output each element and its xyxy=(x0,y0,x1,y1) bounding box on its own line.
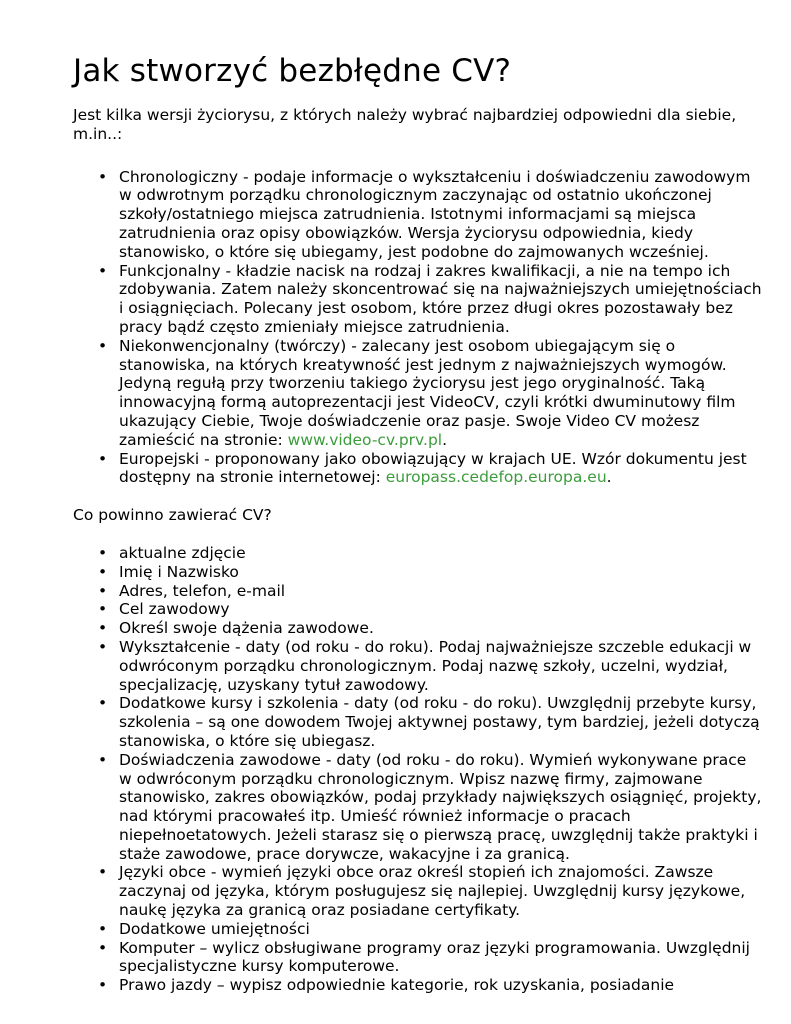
list-item: • Imię i Nazwisko xyxy=(73,563,763,582)
list-item: • Prawo jazdy – wypisz odpowiednie kategorie, rok uzyskania, posiadanie xyxy=(73,976,763,995)
cv-types-list xyxy=(73,168,763,488)
list-item-european: • Europejski - proponowany jako obowiązujący w krajach UE. Wzór dokumentu jest dostępny na stronie internetowej: europass.cedefop.europa.eu. xyxy=(73,450,763,488)
section-question: Co powinno zawierać CV? xyxy=(73,506,272,525)
document-body xyxy=(73,106,763,995)
list-item: • Dodatkowe umiejętności xyxy=(73,920,763,939)
list-item: • Adres, telefon, e-mail xyxy=(73,582,763,601)
cv-contents-list xyxy=(73,544,763,995)
video-cv-link[interactable]: www.video-cv.prv.pl xyxy=(287,430,443,449)
list-item: • Wykształcenie - daty (od roku - do roku). Podaj najważniejsze szczeble edukacji w odwróconym porządku chronologicznym. Podaj nazwę szkoły, uczelni, wydział, specjalizację, uzyskany tytuł zawodowy. xyxy=(73,638,763,694)
list-item-functional: • Funkcjonalny - kładzie nacisk na rodzaj i zakres kwalifikacji, a nie na tempo ich zdobywania. Zatem należy skoncentrować się na najważniejszych umiejętnościach i osiągnięciach. Polecany jest osobom, które przez długi okres pozostawały bez pracy bądź często zmieniały miejsce zatrudnienia. xyxy=(73,262,763,337)
list-item: • Cel zawodowy xyxy=(73,600,763,619)
list-item: • aktualne zdjęcie xyxy=(73,544,763,563)
page-title: Jak stworzyć bezbłędne CV? xyxy=(73,53,512,89)
list-item: • Określ swoje dążenia zawodowe. xyxy=(73,619,763,638)
list-item-chronological: • Chronologiczny - podaje informacje o wykształceniu i doświadczeniu zawodowym w odwrotnym porządku chronologicznym zaczynając od ostatnio ukończonej szkoły/ostatniego miejsca zatrudnienia. Istotnymi informacjami są miejsca zatrudnienia oraz opisy obowiązków. Wersja życiorysu odpowiednia, kiedy stanowisko, o które się ubiegamy, jest podobne do zajmowanych wcześniej. xyxy=(73,168,763,262)
europass-link[interactable]: europass.cedefop.europa.eu xyxy=(385,468,607,487)
list-item: • Dodatkowe kursy i szkolenia - daty (od roku - do roku). Uwzględnij przebyte kursy, szkolenia – są one dowodem Twojej aktywnej postawy, tym bardziej, jeżeli dotyczą stanowiska, o które się ubiegasz. xyxy=(73,694,763,750)
list-item: • Komputer – wylicz obsługiwane programy oraz języki programowania. Uwzględnij specjalistyczne kursy komputerowe. xyxy=(73,939,763,977)
list-item: • Języki obce - wymień języki obce oraz określ stopień ich znajomości. Zawsze zaczynaj od języka, którym posługujesz się najlepiej. Uwzględnij kursy językowe, naukę języka za granicą oraz posiadane certyfikaty. xyxy=(73,863,763,919)
intro-paragraph: Jest kilka wersji życiorysu, z których należy wybrać najbardziej odpowiedni dla siebie, m.in..: xyxy=(73,106,737,143)
list-item-creative: • Niekonwencjonalny (twórczy) - zalecany jest osobom ubiegającym się o stanowiska, na których kreatywność jest jednym z najważniejszych wymogów. Jedyną regułą przy tworzeniu takiego życiorysu jest jego oryginalność. Taką innowacyjną formą autoprezentacji jest VideoCV, czyli krótki dwuminutowy film ukazujący Ciebie, Twoje doświadczenie oraz pasje. Swoje Video CV możesz zamieścić na stronie: www.video-cv.prv.pl. xyxy=(73,337,763,450)
list-item: • Doświadczenia zawodowe - daty (od roku - do roku). Wymień wykonywane prace w odwróconym porządku chronologicznym. Wpisz nazwę firmy, zajmowane stanowisko, zakres obowiązków, podaj przykłady największych osiągnięć, projekty, nad którymi pracowałeś itp. Umieść również informacje o pracach niepełnoetatowych. Jeżeli starasz się o pierwszą pracę, uwzględnij także praktyki i staże zawodowe, prace dorywcze, wakacyjne i za granicą. xyxy=(73,751,763,864)
